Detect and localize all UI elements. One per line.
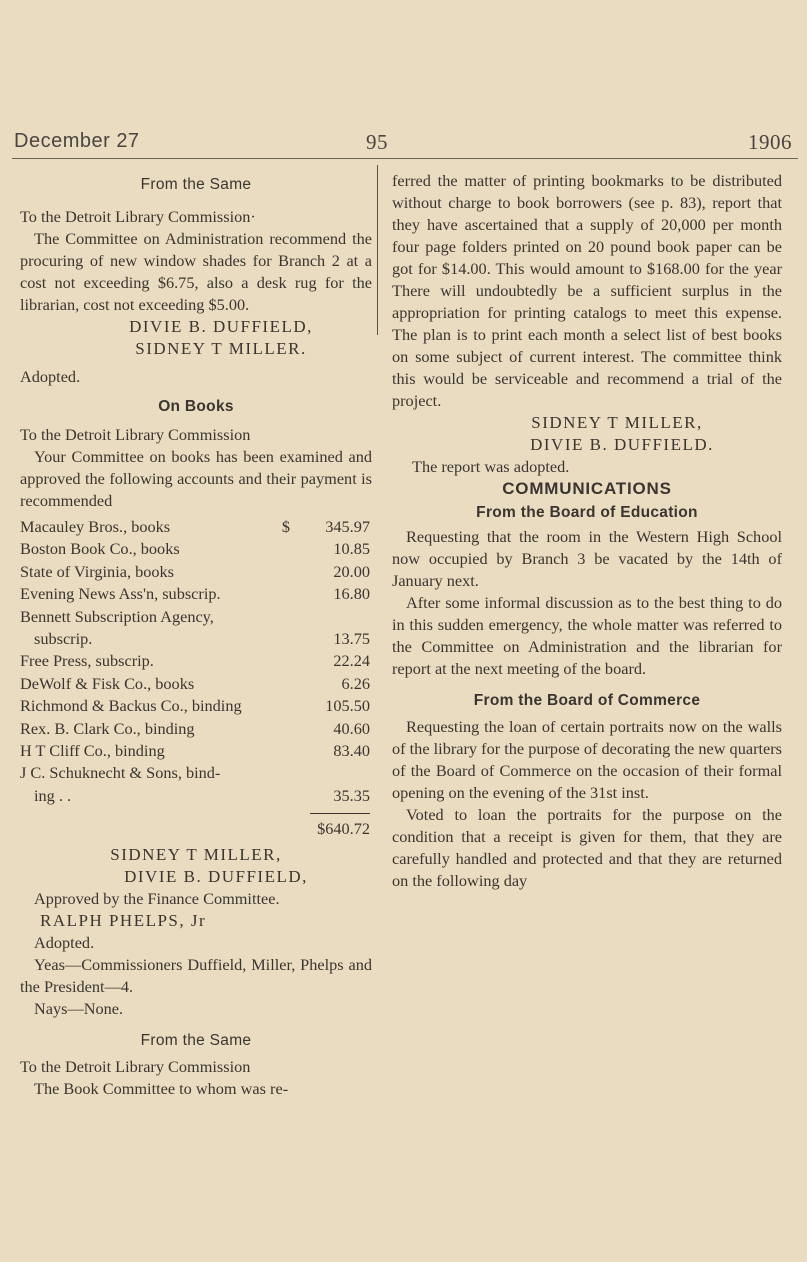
- paragraph: The Book Committee to whom was re-: [34, 1079, 289, 1099]
- account-amount: 13.75: [333, 629, 370, 649]
- signature: SIDNEY T MILLER,: [531, 413, 703, 432]
- account-amount: 10.85: [333, 539, 370, 559]
- paragraph: To the Detroit Library Commission·: [20, 207, 256, 226]
- table-row: [20, 583, 374, 605]
- signature: SIDNEY T MILLER,: [110, 845, 282, 865]
- account-name: ing . .: [34, 785, 72, 805]
- account-amount: 345.97: [325, 517, 370, 536]
- page-number: 95: [366, 130, 388, 154]
- total-rule: [310, 813, 370, 814]
- paragraph: Requesting the loan of certain portraits now on the walls of the library for the purpose of decorating the new quarters of the Board of Commerce on the occasion of their formal opening on the evening of the 31st inst.: [392, 717, 782, 802]
- currency-symbol: [276, 628, 300, 650]
- vote-yeas: Yeas—Commissioners Duffield, Miller, Phelps and the President—4.: [20, 955, 372, 997]
- account-amount: [300, 762, 374, 784]
- account-amount: 20.00: [333, 561, 370, 581]
- account-name: Richmond & Backus Co., binding: [20, 696, 242, 716]
- account-name: Free Press, subscrip.: [20, 651, 154, 671]
- account-name: DeWolf & Fisk Co., books: [20, 673, 195, 693]
- signature: SIDNEY T MILLER.: [135, 339, 307, 358]
- currency-symbol: [276, 785, 300, 807]
- account-amount: 83.40: [333, 741, 370, 761]
- table-row: [20, 695, 374, 717]
- paragraph: To the Detroit Library Commission: [20, 1057, 251, 1077]
- currency-symbol: [276, 650, 300, 672]
- adopted-note: Adopted.: [34, 933, 95, 953]
- account-name: Bennett Subscription Agency,: [20, 606, 214, 626]
- paragraph: Your Committee on books has been examined and approved the following accounts and their payment is recommended: [20, 447, 372, 510]
- section-heading: From the Same: [140, 1032, 252, 1050]
- table-row: [20, 606, 374, 628]
- currency-symbol: [276, 583, 300, 605]
- section-heading: On Books: [158, 398, 234, 415]
- paragraph: Requesting that the room in the Western High School now occupied by Branch 3 be vacated by the 14th of January next.: [392, 527, 782, 590]
- table-row: [20, 718, 374, 740]
- account-name: Rex. B. Clark Co., binding: [20, 718, 195, 738]
- paragraph: The Committee on Administration recommend the procuring of new window shades for Branch 2 at a cost not exceeding $6.75, also a desk rug for the librarian, cost not exceeding $5.00.: [20, 229, 372, 314]
- account-amount: 35.35: [333, 785, 370, 805]
- table-row: [20, 538, 374, 560]
- account-name: Evening News Ass'n, subscrip.: [20, 584, 221, 604]
- paragraph: ferred the matter of printing bookmarks to be distributed without charge to book borrowers (see p. 83), report that they have ascertained that a supply of 20,000 per month four page folders printed on 20 pound book paper can be got for $14.00. This would amount to $168.00 for the year There will undoubtedly be a sufficient surplus in the appropriation for printing catalogs to meet this expense. The plan is to print each month a select list of best books on some subject of current interest. The committee think this would be serviceable and recommend a trial of the project.: [392, 171, 782, 410]
- accounts-table: [20, 516, 374, 807]
- account-name: State of Virginia, books: [20, 561, 174, 581]
- section-heading: COMMUNICATIONS: [502, 479, 672, 498]
- table-row: [20, 762, 374, 784]
- header-year: 1906: [748, 130, 792, 154]
- section-heading: From the Board of Education: [476, 504, 698, 521]
- table-row: [20, 561, 374, 583]
- header-date: December 27: [14, 130, 140, 152]
- signature: DIVIE B. DUFFIELD,: [124, 867, 308, 887]
- currency-symbol: [276, 695, 300, 717]
- currency-symbol: [276, 718, 300, 740]
- table-row: [20, 785, 374, 807]
- paragraph: To the Detroit Library Commission: [20, 425, 251, 444]
- paragraph: After some informal discussion as to the best thing to do in this sudden emergency, the whole matter was referred to the Committee on Administration and the librarian for report at the next meeting of the board.: [392, 593, 782, 678]
- paragraph: Voted to loan the portraits for the purpose on the condition that a receipt is given for them, that they are carefully handled and protected and that they are returned on the following day: [392, 805, 782, 890]
- account-name: subscrip.: [34, 629, 93, 649]
- account-amount: 16.80: [333, 584, 370, 604]
- signature: DIVIE B. DUFFIELD.: [530, 435, 714, 454]
- vote-nays: Nays—None.: [34, 999, 124, 1019]
- right-column: [392, 168, 782, 892]
- account-amount: [300, 606, 374, 628]
- currency-symbol: [276, 561, 300, 583]
- total-amount: $640.72: [317, 819, 370, 839]
- adopted-note: Adopted.: [20, 367, 81, 386]
- section-heading: From the Board of Commerce: [473, 692, 701, 709]
- currency-symbol: [276, 762, 300, 784]
- table-row: [20, 516, 374, 538]
- account-name: H T Cliff Co., binding: [20, 741, 165, 761]
- approval-note: Approved by the Finance Committee.: [34, 889, 280, 909]
- account-name: Macauley Bros., books: [20, 517, 171, 536]
- header-rule: [12, 158, 798, 159]
- signature: RALPH PHELPS, Jr: [40, 911, 207, 931]
- account-amount: 22.24: [333, 651, 370, 671]
- currency-symbol: [276, 673, 300, 695]
- account-name: J C. Schuknecht & Sons, bind-: [20, 763, 221, 783]
- account-amount: 105.50: [325, 696, 370, 716]
- currency-symbol: $: [281, 517, 290, 536]
- account-amount: 40.60: [333, 718, 370, 738]
- currency-symbol: [276, 538, 300, 560]
- account-name: Boston Book Co., books: [20, 539, 180, 559]
- currency-symbol: [276, 740, 300, 762]
- adopted-note: The report was adopted.: [412, 457, 570, 476]
- left-column: [20, 168, 372, 1100]
- account-amount: 6.26: [341, 673, 370, 693]
- table-row: [20, 628, 374, 650]
- table-row: [20, 673, 374, 695]
- table-row: [20, 650, 374, 672]
- currency-symbol: [276, 606, 300, 628]
- signature: DIVIE B. DUFFIELD,: [129, 317, 313, 336]
- table-row: [20, 740, 374, 762]
- section-heading: From the Same: [140, 176, 252, 193]
- column-divider: [377, 165, 378, 335]
